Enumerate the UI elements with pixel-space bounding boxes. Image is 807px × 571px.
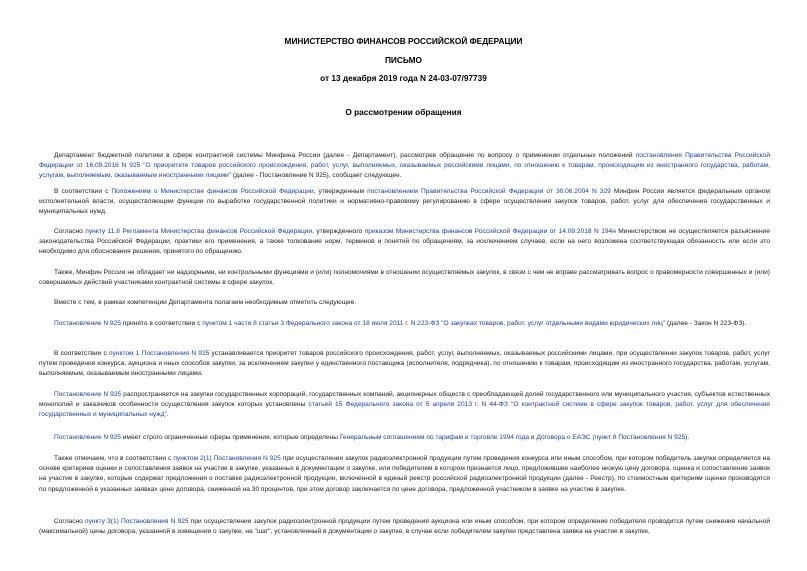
legal-reference-link[interactable]: статьей 15 Федерального закона от 5 апреля 2013 г. N 44-ФЗ "О контрактной системе в сфере закупок товаров, работ, услуг для обеспечения государственных и муниципальных нужд" [39,401,770,419]
paragraph-text: имеет строго ограниченные сферы применения, которые определены [120,434,340,441]
paragraph-text: Также, Минфин России не обладает ни надзорными, ни контрольными функциями и (или) полномочиями в отношении осуществляемых закупок, в связи с чем не вправе рассматривать вопрос о правомерности совершенных и (или) совершаемых действий участниками контрактной системы в сфере закупок. [39,269,770,287]
legal-reference-link[interactable]: пунктом 2(1) Постановления N 925 [173,455,281,462]
ministry-title: МИНИСТЕРСТВО ФИНАНСОВ РОССИЙСКОЙ ФЕДЕРАЦИИ [284,36,523,46]
legal-reference-link[interactable]: постановлением Правительства Российской Федерации от 30.06.2004 N 329 [367,188,611,195]
legal-reference-link[interactable]: пункту 11.8 Регламента Министерства финансов Российской Федерации [85,228,313,235]
paragraph-text: Согласно [54,228,86,235]
paragraph [39,319,770,329]
paragraph-text: . [687,434,690,441]
legal-reference-link[interactable]: Договора о ЕАЭС (пункт 8 Постановления N 925) [536,434,688,441]
legal-reference-link[interactable]: пунктом 1 Постановления N 925 [108,350,210,357]
legal-reference-link[interactable]: приказом Министерства финансов Российской Федерации от 14.09.2018 N 194н [364,228,616,235]
legal-reference-link[interactable]: Генеральным соглашением по тарифам и торговле 1994 года [339,434,530,441]
paragraph [39,433,770,443]
document-date-number: от 13 декабря 2019 года N 24-03-07/97739 [320,73,487,83]
legal-reference-link[interactable]: Постановление N 925 [54,391,122,398]
paragraph-text: (далее - Закон N 223-ФЗ). [665,320,747,327]
paragraph [39,517,770,537]
paragraph-text: при осуществлении закупок радиоэлектронной продукции путем проведения конкурса или иным способом, при котором победитель закупки определяется на основе критериев оценки и сопоставления заявок на участие в закупке, указанных в документации о закупке, или победителем в котором признается лицо, предложившее наиболее низкую цену договора, оценка и сопоставление заявок на участие в закупке, которые содержат предложения о поставке радиоэлектронной продукции, включенной в единый реестр российской радиоэлектронной продукции (далее - Реестр), по стоимостным критериям оценки производятся по предложенной в указанных заявках цене договора, сниженной на 30 процентов, при этом договор заключается по цене договора, предложенной участником в заявке на участие в закупке. [39,455,770,493]
paragraph-text: (далее - Постановление N 925), сообщает следующее. [231,172,402,180]
paragraph-text: при осуществлении закупок радиоэлектронной продукции путем проведения аукциона или иным способом, при котором определение победителя проводится путем снижения начальной (максимальной) цены договора, указанной в извещении о закупке, на "шаг", установленный в документации о закупке, в случае если победителем закупки представлена заявка на участие в закупке, [39,518,770,536]
paragraph-text: Также отмечаем, что в соответствии с [54,455,174,462]
paragraph-text: В соответствии с [54,188,112,195]
legal-reference-link[interactable]: пункту 3(1) Постановления N 925 [85,518,189,525]
paragraph-text: устанавливается приоритет товаров российского происхождения, работ, услуг, выполняемых, оказываемых российскими лицами, при осуществлении закупок товаров, работ, услуг путем проведения конкурса, аукциона и иных способов закупки, за исключением закупки у единственного поставщика (исполнителя, подрядчика), по отношению к товарам, происходящим из иностранного государства, работам, услугам, выполняемым, оказываемым иностранными лицами. [39,350,770,378]
paragraph [39,390,770,421]
legal-reference-link[interactable]: Постановление N 925 [54,320,121,327]
paragraph [39,151,770,182]
paragraph [39,298,770,308]
paragraph [39,349,770,380]
paragraph-text: распространяется на закупки государственных корпораций, государственных компаний, акционерных обществ с преобладающей долей государственного или муниципального участия, субъектов естественных монополий и заказчиков особенности осуществления закупок которых установлены [39,391,770,409]
paragraph-text: , утвержденным [313,188,368,195]
paragraph-text: В соответствии с [54,350,109,357]
legal-reference-link[interactable]: постановления Правительства Российской Федерации от 16.09.2016 N 925 "О приоритете товаров российского происхождения, работ, услуг, выполняемых, оказываемых российскими лицами, по отношению к товарам, происходящим из иностранного государства, работам, услугам, выполняемым, оказываемым иностранными лицами" [39,152,770,180]
paragraph-text: Министерством не осуществляется разъяснение законодательства Российской Федерации, практики его применения, а также толкование норм, терминов и понятий по обращениям, за исключением случаев, если на него возложена соответствующая обязанность или если это необходимо для обоснования решения, принятого по обращению. [39,228,770,256]
paragraph [39,187,770,218]
legal-reference-link[interactable]: Постановление N 925 [54,434,121,441]
paragraph-text: Вместе с тем, в рамках компетенции Департамента полагаем необходимым отметить следующее. [54,299,357,306]
document-subject: О рассмотрении обращения [345,107,462,117]
paragraph-text: принято в соответствии с [120,320,203,327]
paragraph [39,454,770,495]
legal-reference-link[interactable]: Положением о Министерстве финансов Российской Федерации [111,188,314,195]
paragraph-text: Минфин России является федеральным органом исполнительной власти, осуществляющим функции по выработке государственной политики и нормативно-правовому регулированию в сфере осуществления закупок товаров, работ, услуг для обеспечения государственных и муниципальных нужд. [39,188,771,216]
legal-reference-link[interactable]: пунктом 1 части 8 статьи 3 Федерального закона от 18 июля 2011 г. N 223-ФЗ "О закупках товаров, работ, услуг отдельными видами юридических лиц" [202,320,666,327]
paragraph-text: Согласно [54,518,86,525]
paragraph [39,227,770,258]
paragraph-text: , утвержденного [312,228,365,235]
paragraph-text: и [529,434,537,441]
paragraph-text: Департамент бюджетной политики в сфере контрактной системы Минфина России (далее - Департамент), рассмотрев обращение по вопросу о применении отдельных положений [54,152,636,159]
paragraph [39,268,770,288]
document-type: ПИСЬМО [384,55,423,65]
paragraph-text: . [166,411,169,419]
